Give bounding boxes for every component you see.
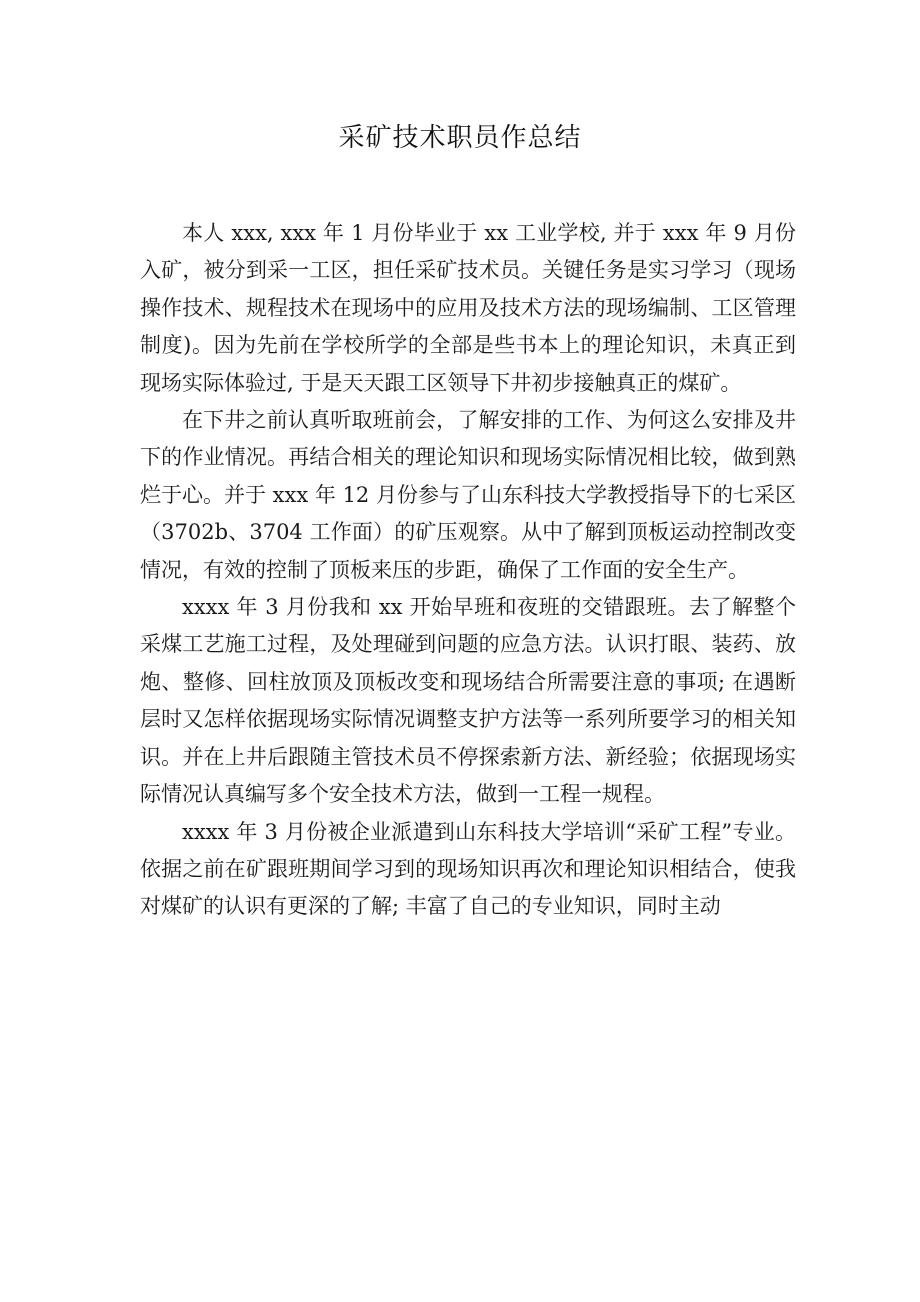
paragraph-1: 本人 xxx, xxx 年 1 月份毕业于 xx 工业学校, 并于 xxx 年 9 月份入矿，被分到采一工区，担任采矿技术员。关键任务是实习学习（现场操作技术、规程技术在现场中的应用及技术方法的现场编制、工区管理制度)。因为先前在学校所学的全部是些书本上的理论知识，未真正到现场实际体验过, 于是天天跟工区领导下井初步接触真正的煤矿。 [140,221,796,395]
paragraph-2: 在下井之前认真听取班前会，了解安排的工作、为何这么安排及井下的作业情况。再结合相关的理论知识和现场实际情况相比较，做到熟烂于心。并于 xxx 年 12 月份参与了山东科技大学教授指导下的七采区（3702b、3704 工作面）的矿压观察。从中了解到顶板运动控制改变情况，有效的控制了顶板来压的步距，确保了工作面的安全生产。 [140,408,796,582]
paragraph-3: xxxx 年 3 月份我和 xx 开始早班和夜班的交错跟班。去了解整个采煤工艺施工过程，及处理碰到问题的应急方法。认识打眼、装药、放炮、整修、回柱放顶及顶板改变和现场结合所需要注意的事项; 在遇断层时又怎样依据现场实际情况调整支护方法等一系列所要学习的相关知识。并在上井后跟随主管技术员不停探索新方法、新经验；依据现场实际情况认真编写多个安全技术方法，做到一工程一规程。 [140,595,796,807]
document-title: 采矿技术职员作总结 [338,123,582,153]
paragraph-4: xxxx 年 3 月份被企业派遣到山东科技大学培训“采矿工程”专业。依据之前在矿跟班期间学习到的现场知识再次和理论知识相结合，使我对煤矿的认识有更深的了解; 丰富了自己的专业知识，同时主动 [140,819,796,919]
document-body [140,215,796,926]
